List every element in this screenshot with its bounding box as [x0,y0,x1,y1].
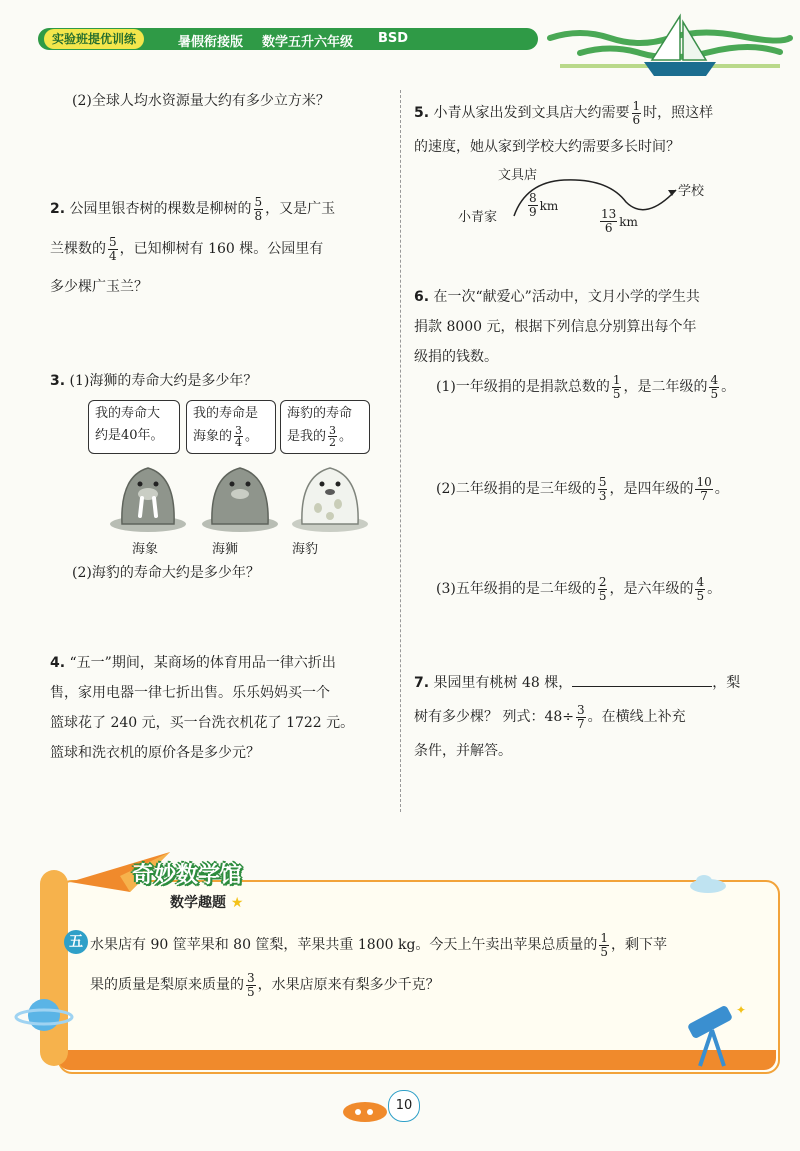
bubble-text: 我的寿命是 [193,406,259,421]
q7-number: 7. [414,675,430,691]
q7-text: 。在横线上补充 [587,709,686,725]
bubble-text-line [193,425,269,448]
bubble-text-line [287,425,363,448]
q6-text: (2)二年级捐的是三年级的 [436,481,596,497]
problem-badge: 五 [64,930,88,954]
q6-text: ，是六年级的 [609,581,694,597]
q2-text: 兰棵数的 [50,241,106,257]
question-6 [414,282,784,372]
q6-part1 [436,372,735,402]
q2-line3: 多少棵广玉兰？ [50,279,148,295]
q7-text: 果园里有桃树 48 棵， [433,675,573,691]
grade-label: 数学五升六年级 [262,35,354,50]
subtitle-text: 数学趣题 [170,895,226,911]
q6-line1 [414,282,784,312]
fun-fraction-1: $\frac{1}{5}$ [600,930,609,959]
bubble-text: 。 [245,429,259,444]
label-stationery-store: 文具店 [498,168,538,183]
fun-fraction-2: $\frac{3}{5}$ [247,970,255,999]
distance-fraction-2: $\frac{13}{6}$ [601,207,617,235]
q4-line3: 篮球花了 240 元，买一台洗衣机花了 1722 元。 [50,715,355,731]
label-seal: 海豹 [292,542,319,557]
q6-text: (3)五年级捐的是二年级的 [436,581,596,597]
q1-part2: (2)全球人均水资源量大约有多少立方米？ [72,93,330,109]
q4-line2: 售，家用电器一律七折出售。乐乐妈妈买一个 [50,685,330,701]
q5-fraction: $\frac{1}{6}$ [632,98,641,127]
label-walrus: 海象 [132,542,159,557]
q6-p2-fraction-2: $\frac{10}{7}$ [696,474,712,503]
q6-line3: 级捐的钱数。 [414,349,498,365]
unit-km: km [619,215,638,229]
q7-line3: 条件，并解答。 [414,743,512,759]
distance-store-school [598,208,638,235]
fun-text: 果的质量是梨原来质量的 [90,977,244,993]
edition-label: 暑假衔接版 [178,35,244,50]
walrus-icon [110,468,186,532]
bubble-text: 约是40年。 [95,428,164,443]
label-home: 小青家 [458,210,498,225]
question-5 [414,98,774,162]
question-7 [414,668,784,766]
q2-line1 [50,194,395,224]
q6-text: 。 [707,581,722,597]
fun-section-stripe [58,1050,776,1070]
bubble-text: 是我的 [287,429,327,444]
q4-text: “五一”期间，某商场的体育用品一律六折出 [69,655,336,671]
cloud-icon [688,872,728,894]
q6-part3 [436,574,721,604]
q4-line4: 篮球和洗衣机的原价各是多少元？ [50,745,260,761]
q7-line1 [414,668,784,698]
publisher-label: BSD [378,31,409,46]
q6-p1-fraction-2: $\frac{4}{5}$ [710,372,719,401]
page-number: 10 [388,1090,420,1122]
planet-icon [14,990,74,1040]
fun-line2 [90,970,770,1000]
svg-text:✦: ✦ [736,1003,747,1017]
q5-line2: 的速度，她从家到学校大约需要多长时间？ [414,139,680,155]
q6-text: 在一次“献爱心”活动中，文月小学的学生共 [433,289,700,305]
q6-text: (1)一年级捐的是捐款总数的 [436,379,610,395]
bubble-text: 海象的 [193,429,233,444]
q7-line2 [414,702,784,732]
bubble-text: 我的寿命大 [95,406,161,421]
sail-icon [652,16,680,60]
q6-p3-fraction-1: $\frac{2}{5}$ [598,574,607,603]
q5-line1 [414,98,774,128]
telescope-icon [680,1000,750,1070]
q3-text: (1)海狮的寿命大约是多少年？ [69,373,258,389]
seal-icon [292,468,368,532]
fun-text: 水果店有 90 筐苹果和 80 筐梨，苹果共重 1800 kg。今天上午卖出苹果总质量的 [90,937,598,953]
label-school: 学校 [678,184,705,199]
column-divider [400,90,401,812]
q2-fraction-1: $\frac{5}{8}$ [254,194,263,223]
q3-number: 3. [50,373,66,389]
series-title: 实验班提优训练 [44,29,144,49]
speech-bubble-seal [280,400,370,454]
label-sealion: 海狮 [212,542,239,557]
q2-text: 公园里银杏树的棵数是柳树的 [69,201,252,217]
distance-home-store [526,192,558,219]
q5-text: 小青从家出发到文具店大约需要 [433,105,630,121]
q3-part1 [50,366,257,396]
fun-section-title: 奇妙数学馆 [132,863,243,888]
fun-problem [90,930,770,1000]
q4-number: 4. [50,655,66,671]
speech-bubble-walrus [88,400,180,454]
q7-text: ，梨 [712,675,741,691]
q7-text: 树有多少棵？ 列式：48÷ [414,709,574,725]
q6-line2: 捐款 8000 元，根据下列信息分别算出每个年 [414,319,697,335]
fun-line1 [90,930,770,960]
q6-part2 [436,474,729,504]
arrow-icon [668,190,676,196]
fun-text: ，水果店原来有梨多少千克？ [257,977,440,993]
bubble-text: 海豹的寿命 [287,406,353,421]
fun-text: ，剩下苹 [611,937,668,953]
q6-number: 6. [414,289,430,305]
bubble-text: 。 [339,429,353,444]
q5-number: 5. [414,105,430,121]
sealion-icon [202,468,278,532]
q5-text: 时，照这样 [643,105,714,121]
question-4 [50,648,400,768]
bubble-fraction: $\frac{3}{4}$ [235,424,243,449]
q2-text: ，又是广玉 [265,201,336,217]
star-icon: ★ [230,895,244,911]
unit-km: km [539,199,559,213]
q6-text: ，是四年级的 [609,481,694,497]
question-2 [50,194,395,302]
q4-line1 [50,648,400,678]
speech-bubble-sealion [186,400,276,454]
q6-text: 。 [714,481,729,497]
q6-p1-fraction-1: $\frac{1}{5}$ [612,372,621,401]
animals-illustration [100,458,380,534]
q2-number: 2. [50,201,66,217]
q7-answer-blank[interactable] [572,670,712,687]
bubble-fraction: $\frac{3}{2}$ [329,424,337,449]
q6-p2-fraction-1: $\frac{5}{3}$ [598,474,607,503]
q2-fraction-2: $\frac{5}{4}$ [109,234,117,263]
q7-fraction: $\frac{3}{7}$ [577,702,585,731]
submarine-icon [340,1092,390,1126]
q2-text: ，已知柳树有 160 棵。公园里有 [119,241,324,257]
q2-line2 [50,234,395,264]
q6-text: ，是二年级的 [623,379,708,395]
boat-wave-decoration [540,8,795,83]
q6-p3-fraction-2: $\frac{4}{5}$ [696,574,705,603]
q6-text: 。 [721,379,736,395]
distance-fraction-1: $\frac{8}{9}$ [529,191,537,219]
q3-part2: (2)海豹的寿命大约是多少年？ [72,565,260,581]
boat-icon [644,62,716,76]
fun-section-subtitle [170,892,243,912]
